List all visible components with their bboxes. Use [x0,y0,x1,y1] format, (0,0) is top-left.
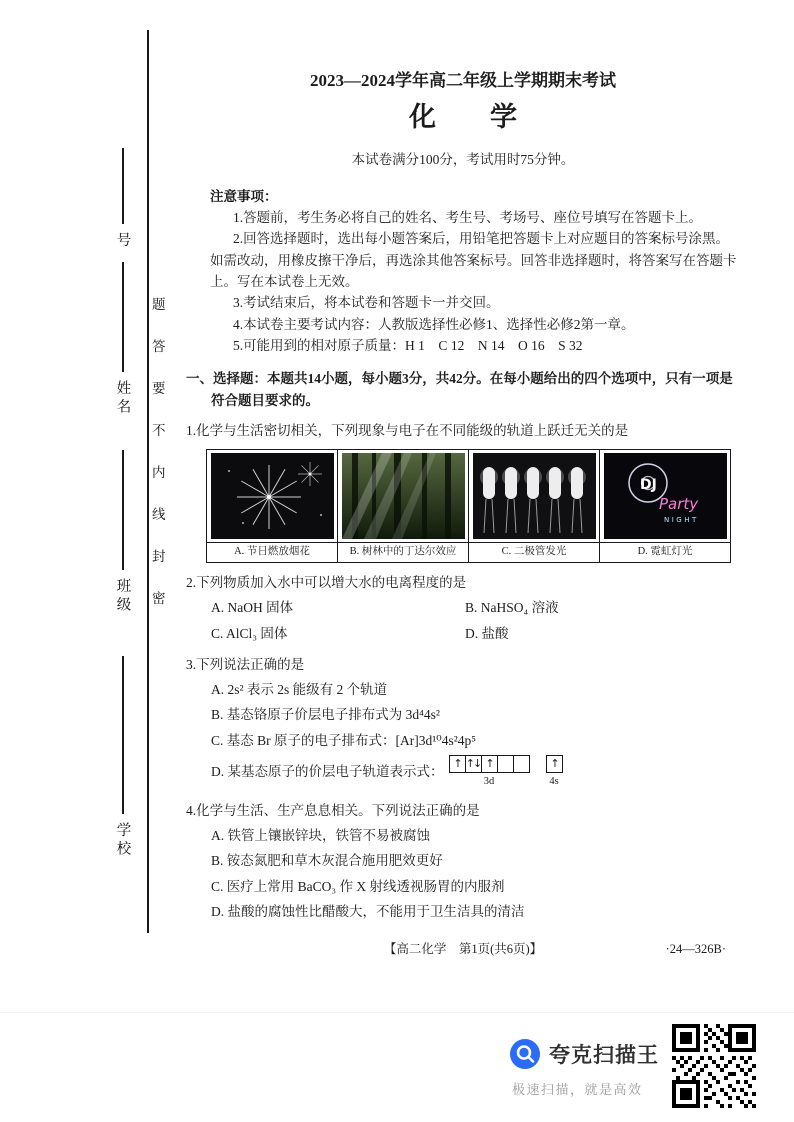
photo-caption: B. 树林中的丁达尔效应 [338,543,469,563]
seal-line [147,30,149,933]
page-number-info: 【高二化学 第1页(共6页)】 [383,942,543,957]
subject-title: 化 学 [409,101,517,132]
field-label: 班级 [114,578,131,615]
orbital-diagram [449,755,563,791]
option-a: A. 铁管上镶嵌锌块，铁管不易被腐蚀 [211,827,430,843]
neon-light-photo [604,453,727,539]
seal-char: 题 [152,297,166,312]
option-b: B. NaHSO₄ 溶液 [465,600,559,616]
seal-text [152,293,166,629]
option-c: C. AlCl₃ 固体 [211,626,288,642]
option-d-text: D. 某基态原子的价层电子轨道表示式： [211,763,444,779]
photo-caption: A. 节日燃放烟花 [207,543,338,563]
seal-char: 线 [152,507,166,522]
question-stem: 2.下列物质加入水中可以增大水的电离程度的是 [186,574,467,590]
question-stem: 3.下列说法正确的是 [186,656,305,672]
option-a: A. NaOH 固体 [211,600,294,616]
option-d: D. 盐酸 [465,626,509,642]
neon-sign-text: Party [658,495,698,514]
exam-info: 本试卷满分100分，考试用时75分钟。 [351,152,575,168]
orbital-box: ↑↓ [465,755,482,773]
seal-char: 要 [152,381,166,396]
orbital-box: ↑ [449,755,466,773]
neon-sign-text: DJ [639,477,657,494]
question-1 [186,420,740,563]
photo-caption: C. 二极管发光 [469,543,600,563]
question-stem: 1.化学与生活密切相关，下列现象与电子在不同能级的轨道上跃迁无关的是 [186,422,629,438]
quark-scanner-logo [510,1039,540,1069]
section-heading: 一、选择题：本题共14小题，每小题3分，共42分。在每小题给出的四个选项中，只有一项是符合题目要求的。 [186,371,733,408]
seal-char: 密 [152,591,166,606]
photo-cell [207,450,338,543]
notice-item: 3.考试结束后，将本试卷和答题卡一并交回。 [232,295,500,311]
photo-cell [469,450,600,543]
fill-in-blank [122,262,123,372]
field-name [110,262,136,417]
notice-title: 注意事项： [210,188,278,204]
orbital-box: ↑ [546,755,563,773]
scanner-tagline: 极速扫描，就是高效 [512,1082,643,1097]
seal-char: 不 [152,423,166,438]
qr-code [671,1023,757,1109]
question-2 [186,572,740,645]
notice-item: 1.答题前，考生务必将自己的姓名、考生号、考场号、座位号填写在答题卡上。 [232,209,703,225]
exam-content [186,64,740,960]
option-d [186,755,740,791]
paper-code: ·24—326B· [665,942,726,957]
field-label: 学校 [114,822,131,859]
photo-cell [338,450,469,543]
notice-block [210,186,740,357]
photo-cell [600,450,731,543]
seal-char: 内 [152,465,166,480]
orbital-4s-group [546,755,563,791]
orbital-box [497,755,514,773]
question-4 [186,800,740,923]
scanner-footer [0,1012,794,1122]
option-c: C. 医疗上常用 BaCO₃ 作 X 射线透视肠胃的内服剂 [211,878,505,894]
orbital-label-3d: 3d [483,776,495,788]
question-stem: 4.化学与生活、生产息息相关。下列说法正确的是 [186,802,480,818]
field-school [110,656,136,859]
field-label: 姓名 [114,380,131,417]
fill-in-blank [122,450,123,570]
option-c: C. 基态 Br 原子的电子排布式：[Ar]3d¹⁰4s²4p⁵ [211,732,476,748]
seal-char: 封 [152,549,166,564]
field-label: 号 [114,232,131,251]
orbital-3d-group [449,755,530,791]
option-b: B. 基态铬原子价层电子排布式为 3d⁴4s² [211,707,440,723]
notice-item: 4.本试卷主要考试内容：人教版选择性必修1、选择性必修2第一章。 [232,316,635,332]
question-3 [186,654,740,791]
orbital-box: ↑ [481,755,498,773]
exam-title: 2023—2024学年高二年级上学期期末考试 [310,71,616,90]
notice-item: 2.回答选择题时，选出每小题答案后，用铅笔把答题卡上对应题目的答案标号涂黑。如需改动，用橡皮擦干净后，再选涂其他答案标号。回答非选择题时，将答案写在答题卡上。写在本试卷上无效。 [210,231,737,289]
fill-in-blank [122,656,123,814]
field-class [110,450,136,615]
orbital-box [513,755,530,773]
option-d: D. 盐酸的腐蚀性比醋酸大，不能用于卫生洁具的清洁 [211,903,525,919]
page-footer [186,940,740,960]
orbital-label-4s: 4s [549,776,559,788]
scanner-brand-name: 夸克扫描王 [549,1044,659,1067]
seal-char: 答 [152,339,166,354]
tyndall-forest-photo [342,453,465,539]
photo-caption: D. 霓虹灯光 [600,543,731,563]
option-b: B. 铵态氮肥和草木灰混合施用肥效更好 [211,853,443,869]
notice-item: 5.可能用到的相对原子质量：H 1 C 12 N 14 O 16 S 32 [232,337,583,353]
field-exam-number [110,148,136,251]
fill-in-blank [122,148,123,224]
options [186,597,740,645]
option-a: A. 2s² 表示 2s 能级有 2 个轨道 [211,682,388,698]
q1-image-table [206,449,731,563]
neon-sign-text: NIGHT [663,516,699,525]
led-diodes-photo [473,453,596,539]
fireworks-photo [211,453,334,539]
